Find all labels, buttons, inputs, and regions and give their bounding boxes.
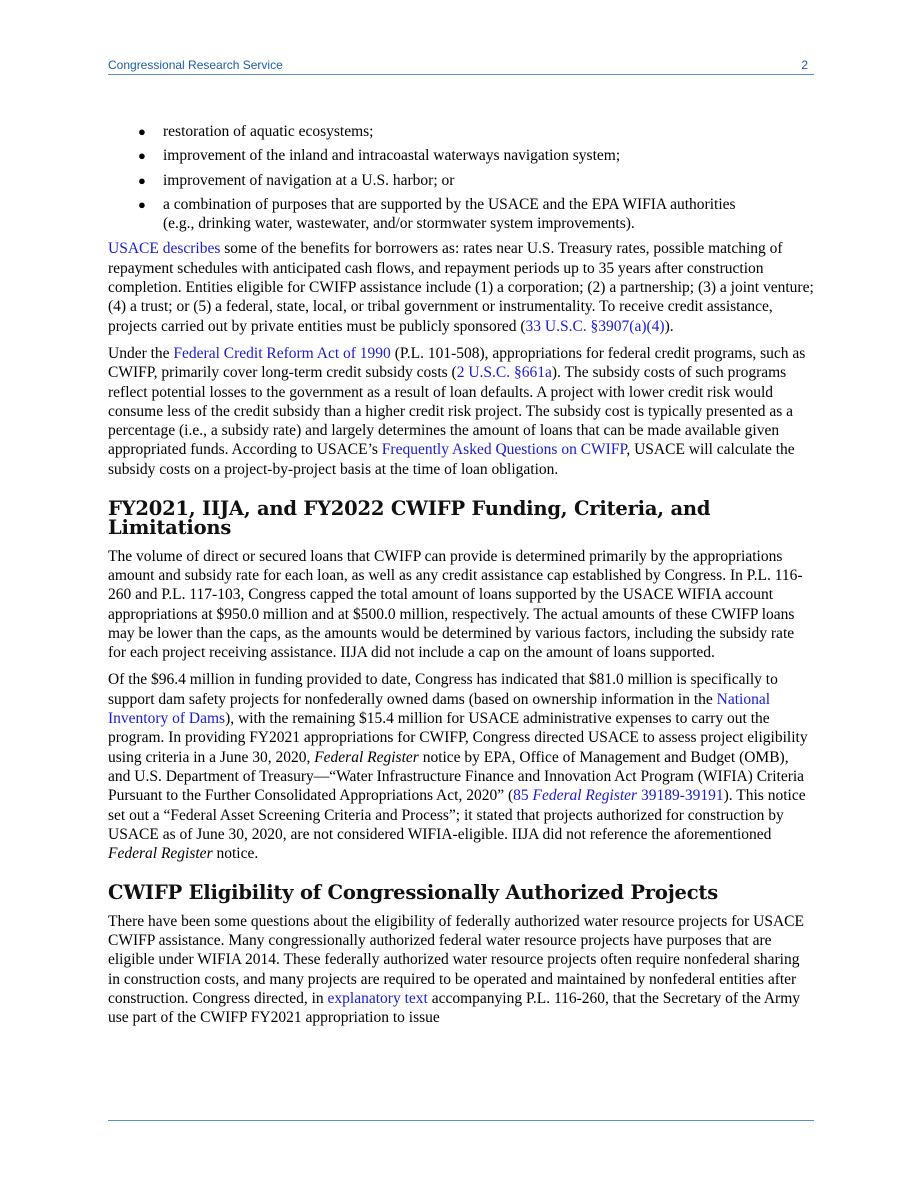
explanatory-text-link[interactable]: explanatory text [327, 989, 428, 1007]
credit-reform-act-link[interactable]: Federal Credit Reform Act of 1990 [173, 344, 391, 362]
list-item: ● improvement of the inland and intracoastal waterways navigation system; [138, 147, 621, 165]
paragraph-borrower-benefits: USACE describes some of the benefits for borrowers as: rates near U.S. Treasury rates, possible matching of repayment schedules with anticipated cash flows, and repayment periods up to 35 years after construction completion. Entities eligible for CWIFP assistance include (1) a corporation; (2) a partnership; (3) a joint venture; (4) a trust; or (5) a federal, state, local, or tribal government or instrumentality. To receive credit assistance, projects carried out by private entities must be publicly sponsored (33 U.S.C. §3907(a)(4)). [108, 240, 814, 335]
header-rule [108, 74, 814, 75]
usc-3907-link[interactable]: 33 U.S.C. §3907(a)(4) [525, 317, 665, 335]
usc-661a-link[interactable]: 2 U.S.C. §661a [456, 364, 552, 382]
paragraph-credit-reform: Under the Federal Credit Reform Act of 1990 (P.L. 101-508), appropriations for federal credit programs, such as CWIFP, primarily cover long-term credit subsidy costs (2 U.S.C. §661a). The subsidy costs of such programs reflect potential losses to the government as a result of loan defaults. A project with lower credit risk would consume less of the credit subsidy than a higher credit risk project. The subsidy cost is typically presented as a percentage (i.e., a subsidy rate) and largely determines the amount of loans that can be made available given appropriated funds. According to USACE’s Frequently Asked Questions on CWIFP, USACE will calculate the subsidy costs on a project-by-project basis at the time of loan obligation. [108, 344, 806, 478]
section-heading-eligibility: CWIFP Eligibility of Congressionally Authorized Projects [108, 881, 719, 905]
footer-rule [108, 1120, 814, 1121]
bullet-icon: ● [138, 196, 146, 212]
bullet-icon: ● [138, 124, 146, 139]
section-heading-funding: FY2021, IIJA, and FY2022 CWIFP Funding, Criteria, and Limitations [108, 497, 711, 540]
list-item: ● improvement of navigation at a U.S. harbor; or [138, 171, 455, 189]
header-publisher: Congressional Research Service [108, 58, 283, 72]
paragraph-funding-to-date: Of the $96.4 million in funding provided to date, Congress has indicated that $81.0 million is specifically to support dam safety projects for nonfederally owned dams (based on ownership information in the National Inventory of Dams), with the remaining $15.4 million for USACE administrative expenses to carry out the program. In providing FY2021 appropriations for CWIFP, Congress directed USACE to assess project eligibility using criteria in a June 30, 2020, Federal Register notice by EPA, Office of Management and Budget (OMB), and U.S. Department of Treasury—“Water Infrastructure Finance and Innovation Act Program (WIFIA) Criteria Pursuant to the Further Consolidated Appropriations Act, 2020” (85 Federal Register 39189-39191). This notice set out a “Federal Asset Screening Criteria and Process”; it stated that projects authorized for construction by USACE as of June 30, 2020, are not considered WIFIA-eligible. IIJA did not reference the aforementioned Federal Register notice. [108, 671, 808, 863]
paragraph-loan-volume: The volume of direct or secured loans that CWIFP can provide is determined primarily by the appropriations amount and subsidy rate for each loan, as well as any credit assistance cap established by Congress. In P.L. 116-260 and P.L. 117-103, Congress capped the total amount of loans supported by the USACE WIFIA account appropriations at $950.0 million and at $500.0 million, respectively. The actual amounts of these CWIFP loans may be lower than the caps, as the amounts would be determined by various factors, including the subsidy rate for each project receiving assistance. IIJA did not include a cap on the amount of loans supported. [108, 547, 803, 662]
paragraph-eligibility: There have been some questions about the eligibility of federally authorized water resource projects for USACE CWIFP assistance. Many congressionally authorized federal water resource projects have purposes that are eligible under WIFIA 2014. These federally authorized water resource projects often require nonfederal sharing in construction costs, and many projects are required to be operated and maintained by nonfederal entities after construction. Congress directed, in explanatory text accompanying P.L. 116-260, that the Secretary of the Army use part of the CWIFP FY2021 appropriation to issue [108, 912, 804, 1027]
usace-describes-link[interactable]: USACE describes [108, 240, 221, 258]
bullet-icon: ● [138, 148, 146, 164]
page-number: 2 [801, 58, 808, 72]
page-body [108, 122, 814, 1035]
bullet-list [108, 122, 814, 233]
national-inventory-of-dams-link[interactable]: National Inventory of Dams [108, 690, 771, 728]
list-item: ● a combination of purposes that are supported by the USACE and the EPA WIFIA authorities (e.g., drinking water, wastewater, and/or stormwater system improvements). [138, 195, 736, 233]
faq-cwifp-link[interactable]: Frequently Asked Questions on CWIFP [381, 441, 627, 459]
federal-register-citation-link[interactable]: 85 Federal Register 39189-39191 [513, 787, 724, 805]
bullet-icon: ● [138, 172, 146, 188]
list-item: ● restoration of aquatic ecosystems; [138, 123, 374, 140]
